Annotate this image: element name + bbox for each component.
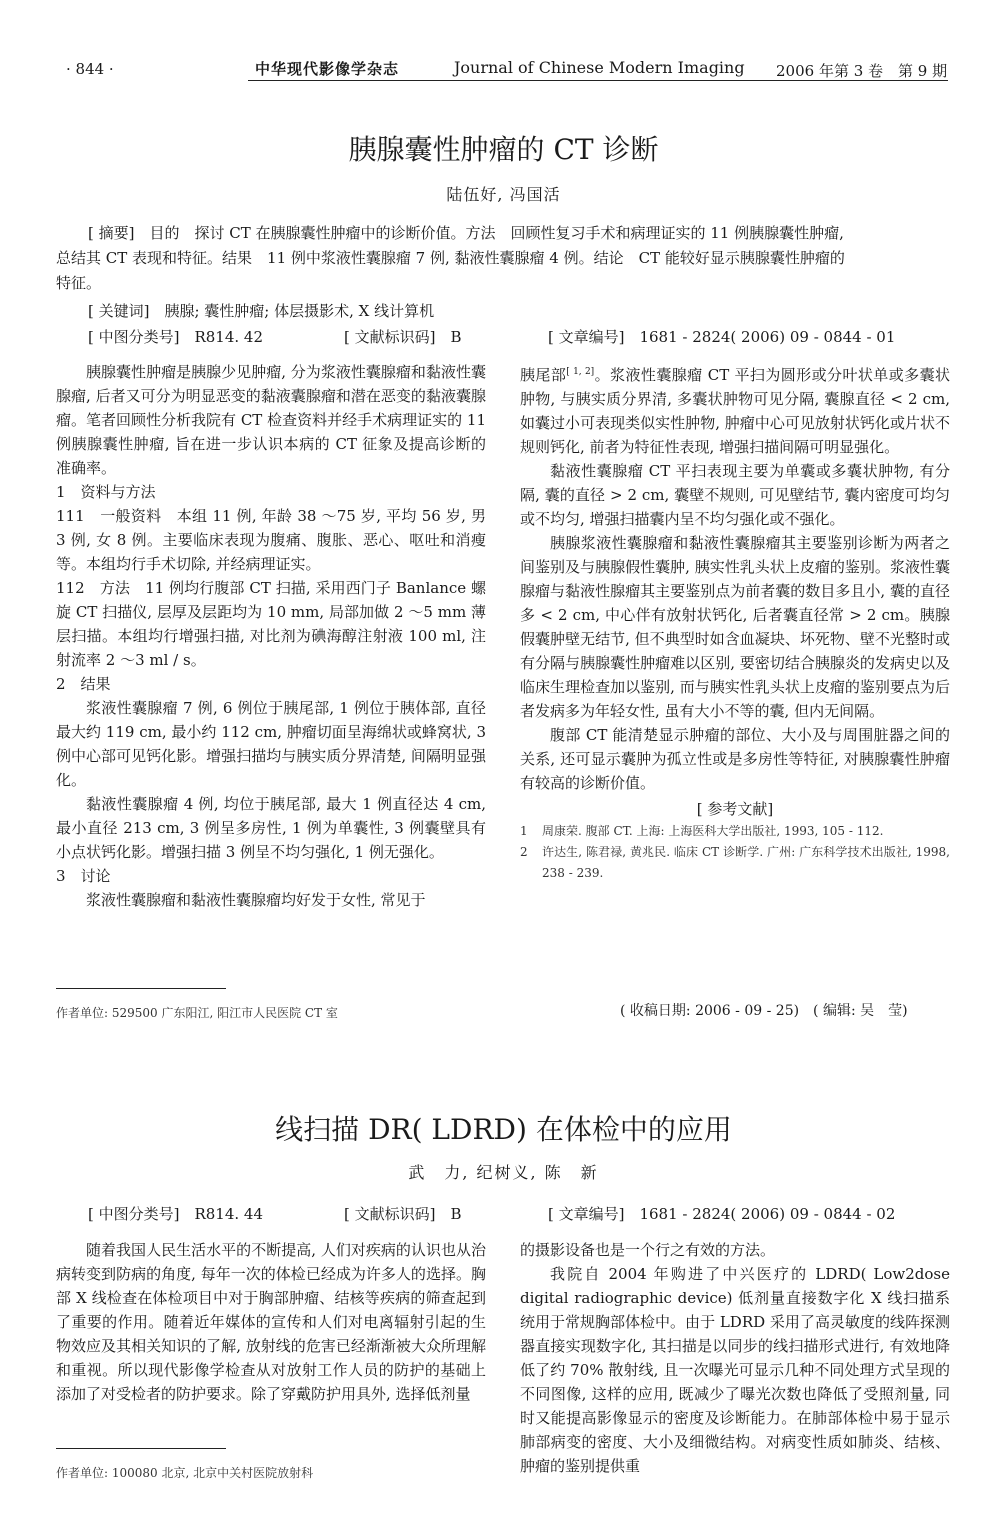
article2-right-column: [520, 1238, 950, 1478]
article1-clc: [ 中图分类号] R814. 42: [88, 328, 264, 346]
discussion-paragraph: 黏液性囊腺瘤 CT 平扫表现主要为单囊或多囊状肿物, 有分隔, 囊的直径 > 2 cm, 囊壁不规则, 可见壁结节, 囊内密度可均匀或不均匀, 增强扫描囊内呈不均匀强化或不强化。: [520, 462, 950, 528]
article2-left-column: [56, 1238, 486, 1406]
reference-item: [520, 821, 950, 842]
results-paragraph: 黏液性囊腺瘤 4 例, 均位于胰尾部, 最大 1 例直径达 4 cm, 最小直径 213 cm, 3 例呈多房性, 1 例为单囊性, 3 例囊壁具有小点状钙化影。增强扫描 3 例呈不均匀强化, 1 例无强化。: [56, 795, 486, 861]
article1-received-date: ( 收稿日期: 2006 - 09 - 25) ( 编辑: 吴 莹): [620, 1003, 908, 1019]
body-paragraph: 的摄影设备也是一个行之有效的方法。: [520, 1241, 776, 1259]
article2-doc-code: [ 文献标识码] B: [344, 1205, 462, 1223]
intro-paragraph: 胰腺囊性肿瘤是胰腺少见肿瘤, 分为浆液性囊腺瘤和黏液性囊腺瘤, 后者又可分为明显恶变的黏液囊腺瘤和潜在恶变的黏液囊腺瘤。笔者回顾性分析我院有 CT 检查资料并经手术病理证实的 11 例胰腺囊性肿瘤, 旨在进一步认识本病的 CT 征象及提高诊断的准确率。: [56, 363, 486, 477]
body-paragraph: 随着我国人民生活水平的不断提高, 人们对疾病的认识也从治病转变到防病的角度, 每年一次的体检已经成为许多人的选择。胸部 X 线检查在体检项目中对于胸部肿瘤、结核等疾病的筛查起到了重要的作用。随着近年媒体的宣传和人们对电离辐射引起的生物效应及其相关知识的了解, 放射线的危害已经渐渐被大众所理解和重视。所以现代影像学检查从对放射工作人员的防护的基础上添加了对受检者的防护要求。除了穿戴防护用具外, 选择低剂量: [56, 1241, 486, 1403]
section-heading: 3 讨论: [56, 867, 111, 885]
article2-article-no: [ 文章编号] 1681 - 2824( 2006) 09 - 0844 - 02: [548, 1205, 896, 1223]
reference-number: 2: [520, 845, 528, 859]
header-rule: [248, 80, 948, 81]
article1-abstract: [56, 221, 949, 296]
footnote-rule: [56, 1448, 226, 1449]
issue-info: 2006 年第 3 卷 第 9 期: [776, 62, 948, 80]
section-heading: 1 资料与方法: [56, 483, 156, 501]
footnote-rule: [56, 988, 226, 989]
discussion-paragraph: [520, 360, 950, 459]
section-heading: 2 结果: [56, 675, 111, 693]
article1-title: 胰腺囊性肿瘤的 CT 诊断: [348, 133, 659, 166]
reference-number: 1: [520, 824, 528, 838]
reference-text: 许达生, 陈君禄, 黄兆民. 临床 CT 诊断学. 广州: 广东科学技术出版社, 1998, 238 - 239.: [542, 845, 950, 880]
discussion-text: 。浆液性囊腺瘤 CT 平扫为圆形或分叶状单或多囊状肿物, 与胰实质分界清, 多囊状肿物可见分隔, 囊腺直径 < 2 cm, 如囊过小可表现类似实性肿物, 肿瘤中心可见放射状钙化或片状不规则钙化, 前者为特征性表现, 增强扫描间隔可明显强化。: [520, 366, 950, 456]
article1-keywords: [ 关键词] 胰腺; 囊性肿瘤; 体层摄影术, X 线计算机: [88, 302, 435, 320]
article2-clc: [ 中图分类号] R814. 44: [88, 1205, 264, 1223]
article1-doc-code: [ 文献标识码] B: [344, 328, 462, 346]
methods-procedure: 112 方法 11 例均行腹部 CT 扫描, 采用西门子 Banlance 螺旋 CT 扫描仪, 层厚及层距均为 10 mm, 局部加做 2 ～5 mm 薄层扫描。本组均行增强扫描, 对比剂为碘海醇注射液 100 ml, 注射流率 2 ～3 ml / s。: [56, 579, 486, 669]
results-paragraph: 浆液性囊腺瘤 7 例, 6 例位于胰尾部, 1 例位于胰体部, 直径最大约 119 cm, 最小约 112 cm, 肿瘤切面呈海绵状或蜂窝状, 3 例中心部可见钙化影。增强扫描均与胰实质分界清楚, 间隔明显强化。: [56, 699, 486, 789]
methods-general: 111 一般资料 本组 11 例, 年龄 38 ～75 岁, 平均 56 岁, 男 3 例, 女 8 例。主要临床表现为腹痛、腹胀、恶心、呕吐和消瘦等。本组均行手术切除, 并经病理证实。: [56, 507, 486, 573]
abstract-line: [ 摘要] 目的 探讨 CT 在胰腺囊性肿瘤中的诊断价值。方法 回顾性复习手术和病理证实的 11 例胰腺囊性肿瘤,: [88, 224, 844, 242]
discussion-text: 胰尾部: [520, 366, 567, 384]
article2-title: 线扫描 DR( LDRD) 在体检中的应用: [275, 1113, 732, 1146]
references-heading: [ 参考文献]: [696, 800, 774, 818]
reference-item: [520, 842, 950, 884]
discussion-paragraph: 腹部 CT 能清楚显示肿瘤的部位、大小及与周围脏器之间的关系, 还可显示囊肿为孤立性或是多房性等特征, 对胰腺囊性肿瘤有较高的诊断价值。: [520, 726, 950, 792]
journal-name-en: Journal of Chinese Modern Imaging: [454, 58, 745, 77]
article1-affiliation: 作者单位: 529500 广东阳江, 阳江市人民医院 CT 室: [56, 1006, 338, 1020]
article1-article-no: [ 文章编号] 1681 - 2824( 2006) 09 - 0844 - 01: [548, 328, 896, 346]
body-paragraph: 我院自 2004 年购进了中兴医疗的 LDRD( Low2dose digital radiographic device) 低剂量直接数字化 X 线扫描系统用于常规胸部体检中。由于 LDRD 采用了高灵敏度的线阵探测器直接实现数字化, 其扫描是以同步的线扫描形式进行, 有效地降低了约 70% 散射线, 且一次曝光可显示几种不同处理方式呈现的不同图像, 这样的应用, 既减少了曝光次数也降低了受照剂量, 同时又能提高影像显示的密度及诊断能力。在肺部体检中易于显示肺部病变的密度、大小及细微结构。对病变性质如肺炎、结核、肿瘤的鉴别提供重: [520, 1265, 950, 1475]
article2-authors: 武 力, 纪树义, 陈 新: [408, 1163, 599, 1182]
article1-left-column: [56, 360, 486, 912]
article1-authors: 陆伍好, 冯国活: [446, 185, 561, 204]
article2-affiliation: 作者单位: 100080 北京, 北京中关村医院放射科: [56, 1466, 314, 1480]
discussion-paragraph: 浆液性囊腺瘤和黏液性囊腺瘤均好发于女性, 常见于: [86, 891, 426, 909]
article1-right-column: [520, 360, 950, 884]
page-number: · 844 ·: [66, 60, 114, 78]
abstract-line: 特征。: [56, 274, 102, 292]
discussion-paragraph: 胰腺浆液性囊腺瘤和黏液性囊腺瘤其主要鉴别诊断为两者之间鉴别及与胰腺假性囊肿, 胰实性乳头状上皮瘤的鉴别。浆液性囊腺瘤与黏液性腺瘤其主要鉴别点为前者囊的数目多且小, 囊的直径多 < 2 cm, 中心伴有放射状钙化, 后者囊直径常 > 2 cm。胰腺假囊肿壁无结节, 但不典型时如含血凝块、坏死物、壁不光整时或有分隔与胰腺囊性肿瘤难以区别, 要密切结合胰腺炎的发病史以及临床生理检查加以鉴别, 而与胰实性乳头状上皮瘤的鉴别要点为后者发病多为年轻女性, 虽有大小不等的囊, 但内无间隔。: [520, 534, 950, 720]
abstract-line: 总结其 CT 表现和特征。结果 11 例中浆液性囊腺瘤 7 例, 黏液性囊腺瘤 4 例。结论 CT 能较好显示胰腺囊性肿瘤的: [56, 249, 845, 267]
citation-marker: [ 1, 2]: [566, 367, 595, 377]
journal-name-cn: 中华现代影像学杂志: [255, 60, 400, 78]
reference-text: 周康荣. 腹部 CT. 上海: 上海医科大学出版社, 1993, 105 - 112.: [542, 824, 884, 838]
